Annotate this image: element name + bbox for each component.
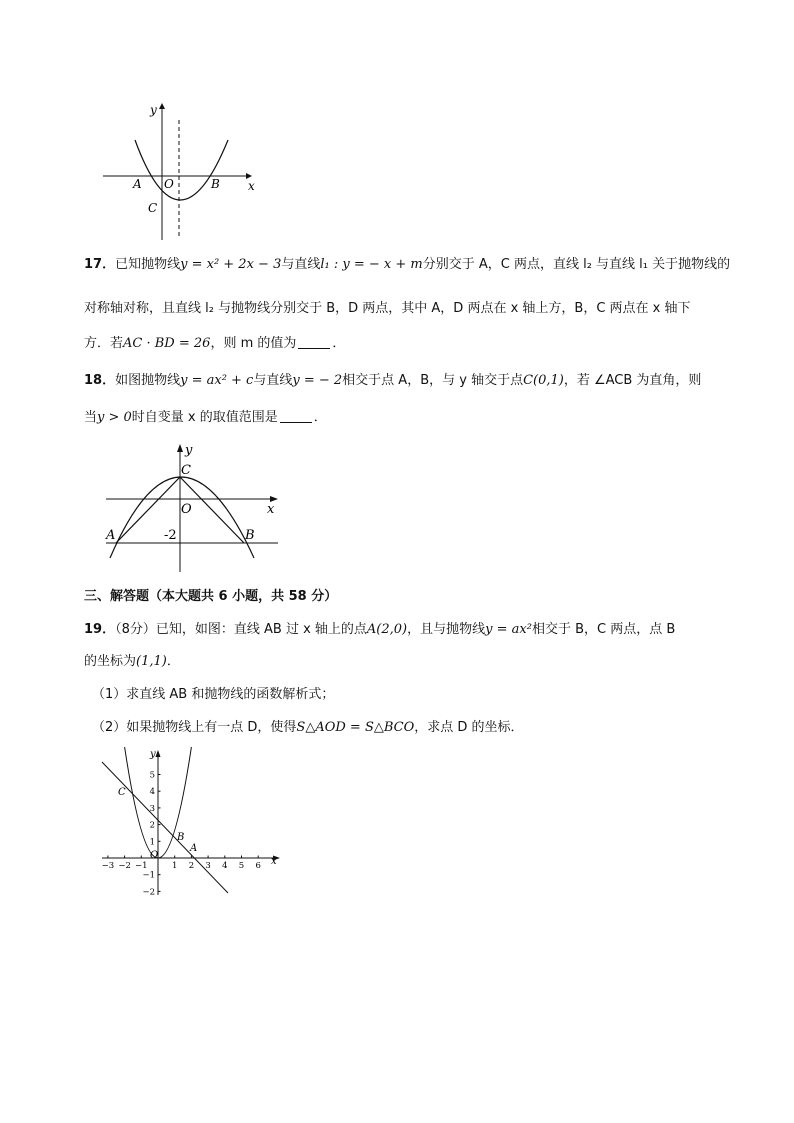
label-B: B xyxy=(177,832,185,843)
q17-answer-blank[interactable] xyxy=(298,334,330,349)
label-C: C xyxy=(181,463,191,478)
x-tick-label: 4 xyxy=(222,861,228,871)
q17-text-e: ，则 m 的值为 xyxy=(210,336,297,351)
q19-part2-text-b: ，求点 D 的坐标． xyxy=(414,720,524,735)
label-B: B xyxy=(245,528,255,543)
label-y: y xyxy=(185,443,193,458)
q18-eq-condition: y > 0 xyxy=(97,410,132,425)
label-A: A xyxy=(106,528,116,543)
q18-end: ． xyxy=(313,410,327,425)
q19-part2 xyxy=(92,717,732,739)
q18-text-c: 相交于点 A，B，与 y 轴交于点 xyxy=(342,373,524,388)
label-A: A xyxy=(190,843,198,854)
parabola-curve xyxy=(110,477,254,558)
label-O: O xyxy=(164,177,174,191)
q19-text-c: 相交于 B，C 两点，点 B xyxy=(531,622,676,637)
x-tick-label: 2 xyxy=(188,861,195,871)
q17-text-d: 方．若 xyxy=(84,336,124,351)
q18-point-c: C(0,1) xyxy=(523,373,564,388)
q18-number: 18． xyxy=(84,373,116,388)
x-tick-label: −1 xyxy=(135,861,148,871)
q19-part2-eq: S△AOD = S△BCO xyxy=(296,720,415,735)
x-tick-label: 1 xyxy=(171,861,178,871)
label-O: O xyxy=(150,850,159,861)
y-axis-arrow xyxy=(159,103,165,109)
q17-text-b: 与直线 xyxy=(281,257,321,272)
q17-eq-line: l₁ : y = − x + m xyxy=(320,257,423,272)
q18-text-d: ，若 ∠ACB 为直角，则 xyxy=(563,373,702,388)
figure-parabola-2 xyxy=(100,440,285,575)
label-y: y xyxy=(150,103,157,117)
q17-number: 17． xyxy=(84,257,116,272)
x-tick-label: −2 xyxy=(118,861,131,871)
q19-eq-parabola: y = ax² xyxy=(485,622,532,637)
q19-line2 xyxy=(84,651,724,673)
q18-text-b: 与直线 xyxy=(253,373,293,388)
figure-parabola-1 xyxy=(100,100,270,245)
y-tick-label: 2 xyxy=(149,820,155,831)
label-neg2: -2 xyxy=(164,528,177,543)
q19-point-b: (1,1) xyxy=(136,654,167,669)
q17-text-a: 已知抛物线 xyxy=(115,257,181,272)
q18-line2 xyxy=(84,407,724,429)
x-tick-label: 6 xyxy=(255,861,261,871)
q17-line1 xyxy=(84,254,731,276)
y-tick-label: −1 xyxy=(142,870,155,881)
line-AB xyxy=(102,762,228,893)
q18-eq-line: y = − 2 xyxy=(292,373,343,388)
label-B: B xyxy=(211,177,220,191)
parabola-curve xyxy=(135,140,228,200)
label-A: A xyxy=(133,177,142,191)
q19-end: ． xyxy=(166,654,180,669)
q19-text-a: （8分）已知，如图：直线 AB 过 x 轴上的点 xyxy=(115,622,367,637)
label-C: C xyxy=(118,787,126,798)
q18-answer-blank[interactable] xyxy=(280,408,312,423)
q18-text-a: 如图抛物线 xyxy=(115,373,181,388)
y-tick-label: 1 xyxy=(149,837,155,848)
q19-text-d: 的坐标为 xyxy=(84,654,137,669)
q17-line2: 对称轴对称，且直线 l₂ 与抛物线分别交于 B，D 两点，其中 A，D 两点在 x 轴上方，B，C 两点在 x 轴下 xyxy=(84,301,691,316)
y-tick-label: 5 xyxy=(149,770,155,781)
q17-line3 xyxy=(84,333,724,355)
y-axis-arrow xyxy=(156,750,161,757)
q18-line1 xyxy=(84,370,724,392)
x-tick-label: −3 xyxy=(101,861,115,871)
q19-part1: （1）求直线 AB 和抛物线的函数解析式； xyxy=(92,687,335,702)
figure-coordinate-3 xyxy=(100,745,290,900)
x-tick-label: 5 xyxy=(238,861,245,871)
q19-part2-text-a: （2）如果抛物线上有一点 D，使得 xyxy=(92,720,297,735)
q19-line1 xyxy=(84,619,724,641)
section-3-title: 三、解答题（本大题共 6 小题，共 58 分） xyxy=(84,589,338,604)
label-x: x xyxy=(267,502,275,517)
q18-text-e: 当 xyxy=(84,410,98,425)
q19-text-b: ，且与抛物线 xyxy=(407,622,486,637)
label-x: x xyxy=(248,179,255,193)
y-tick-label: −2 xyxy=(142,887,155,898)
label-y: y xyxy=(150,749,156,760)
label-C: C xyxy=(148,201,158,215)
x-tick-label: 3 xyxy=(205,861,211,871)
y-tick-label: 4 xyxy=(149,787,155,798)
q19-point-a: A(2,0) xyxy=(366,622,408,637)
q17-eq-product: AC · BD = 26 xyxy=(123,336,211,351)
q19-number: 19． xyxy=(84,622,116,637)
q18-eq-parabola: y = ax² + c xyxy=(180,373,254,388)
y-tick-label: 3 xyxy=(149,803,155,814)
q17-eq-parabola: y = x² + 2x − 3 xyxy=(180,257,282,272)
y-axis-arrow xyxy=(177,444,183,452)
q17-end: ． xyxy=(332,336,346,351)
q17-text-c: 分别交于 A，C 两点，直线 l₂ 与直线 l₁ 关于抛物线的 xyxy=(422,257,731,272)
label-O: O xyxy=(181,502,192,517)
label-x: x xyxy=(271,856,277,867)
q18-text-f: 时自变量 x 的取值范围是 xyxy=(131,410,278,425)
